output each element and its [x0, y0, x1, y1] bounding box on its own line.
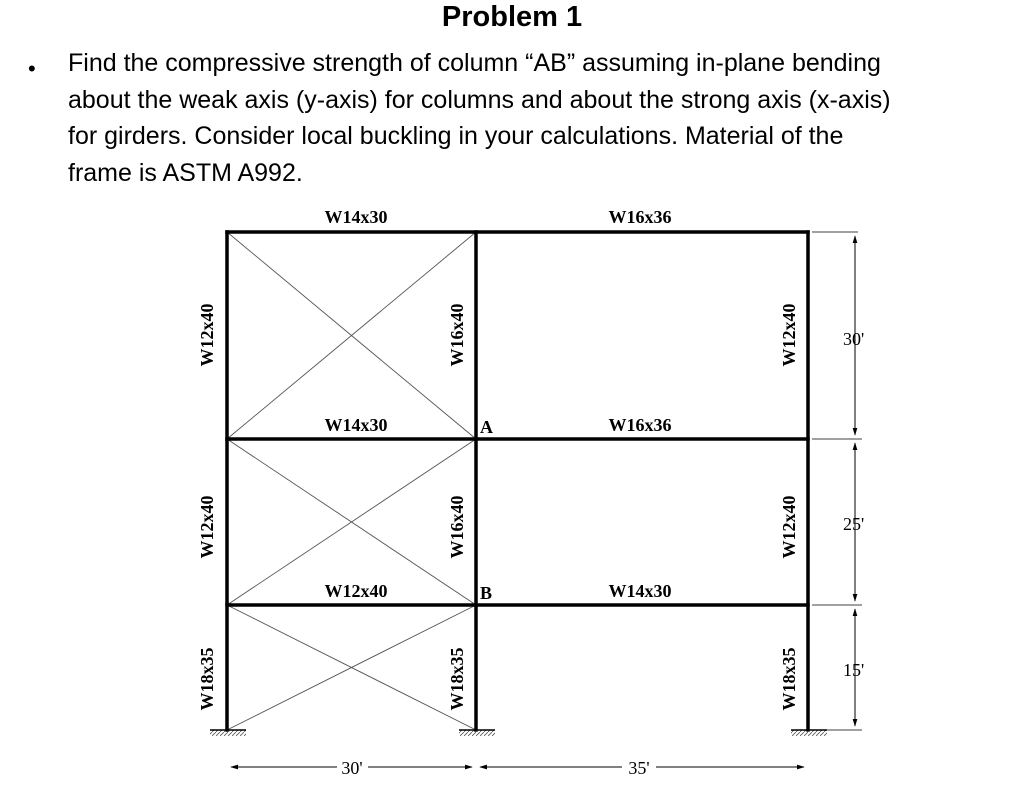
columns [227, 232, 808, 730]
dim-story-top: 30' [843, 329, 865, 349]
column-label-right-mid: W12x40 [779, 495, 799, 559]
column-label-left-mid: W12x40 [197, 495, 217, 559]
dim-span-right: 35' [628, 758, 650, 778]
problem-line-4: frame is ASTM A992. [68, 158, 303, 187]
vertical-dimension [812, 232, 865, 730]
node-label-b: B [480, 583, 493, 603]
dim-story-mid: 25' [843, 514, 865, 534]
column-label-right-top: W12x40 [779, 303, 799, 367]
girder-label-mid-left: W14x30 [324, 415, 388, 435]
dim-span-left: 30' [341, 758, 363, 778]
node-label-a: A [480, 417, 493, 437]
supports [210, 730, 827, 736]
x-bracing [227, 232, 476, 730]
column-label-center-top: W16x40 [447, 303, 467, 367]
bullet-point: • [28, 56, 36, 81]
girder-label-low-right: W14x30 [608, 581, 672, 601]
girder-label-roof-left: W14x30 [324, 207, 388, 227]
column-label-left-top: W12x40 [197, 303, 217, 367]
problem-line-2: about the weak axis (y-axis) for columns and about the strong axis (x-axis) [68, 85, 891, 114]
support-center [459, 730, 495, 736]
dim-story-bot: 15' [843, 660, 865, 680]
support-left [210, 730, 246, 736]
girders [227, 232, 808, 605]
problem-title: Problem 1 [441, 1, 583, 33]
girder-label-mid-right: W16x36 [608, 415, 672, 435]
column-label-center-bot: W18x35 [447, 647, 467, 711]
problem-line-3: for girders. Consider local buckling in your calculations. Material of the [68, 122, 844, 150]
column-label-center-mid: W16x40 [447, 495, 467, 559]
column-label-left-bot: W18x35 [197, 647, 217, 711]
girder-label-low-left: W12x40 [324, 581, 388, 601]
column-label-right-bot: W18x35 [779, 647, 799, 711]
support-right [791, 730, 827, 736]
problem-line-1: Find the compressive strength of column “AB” assuming in-plane bending [68, 49, 881, 77]
girder-label-roof-right: W16x36 [608, 207, 672, 227]
